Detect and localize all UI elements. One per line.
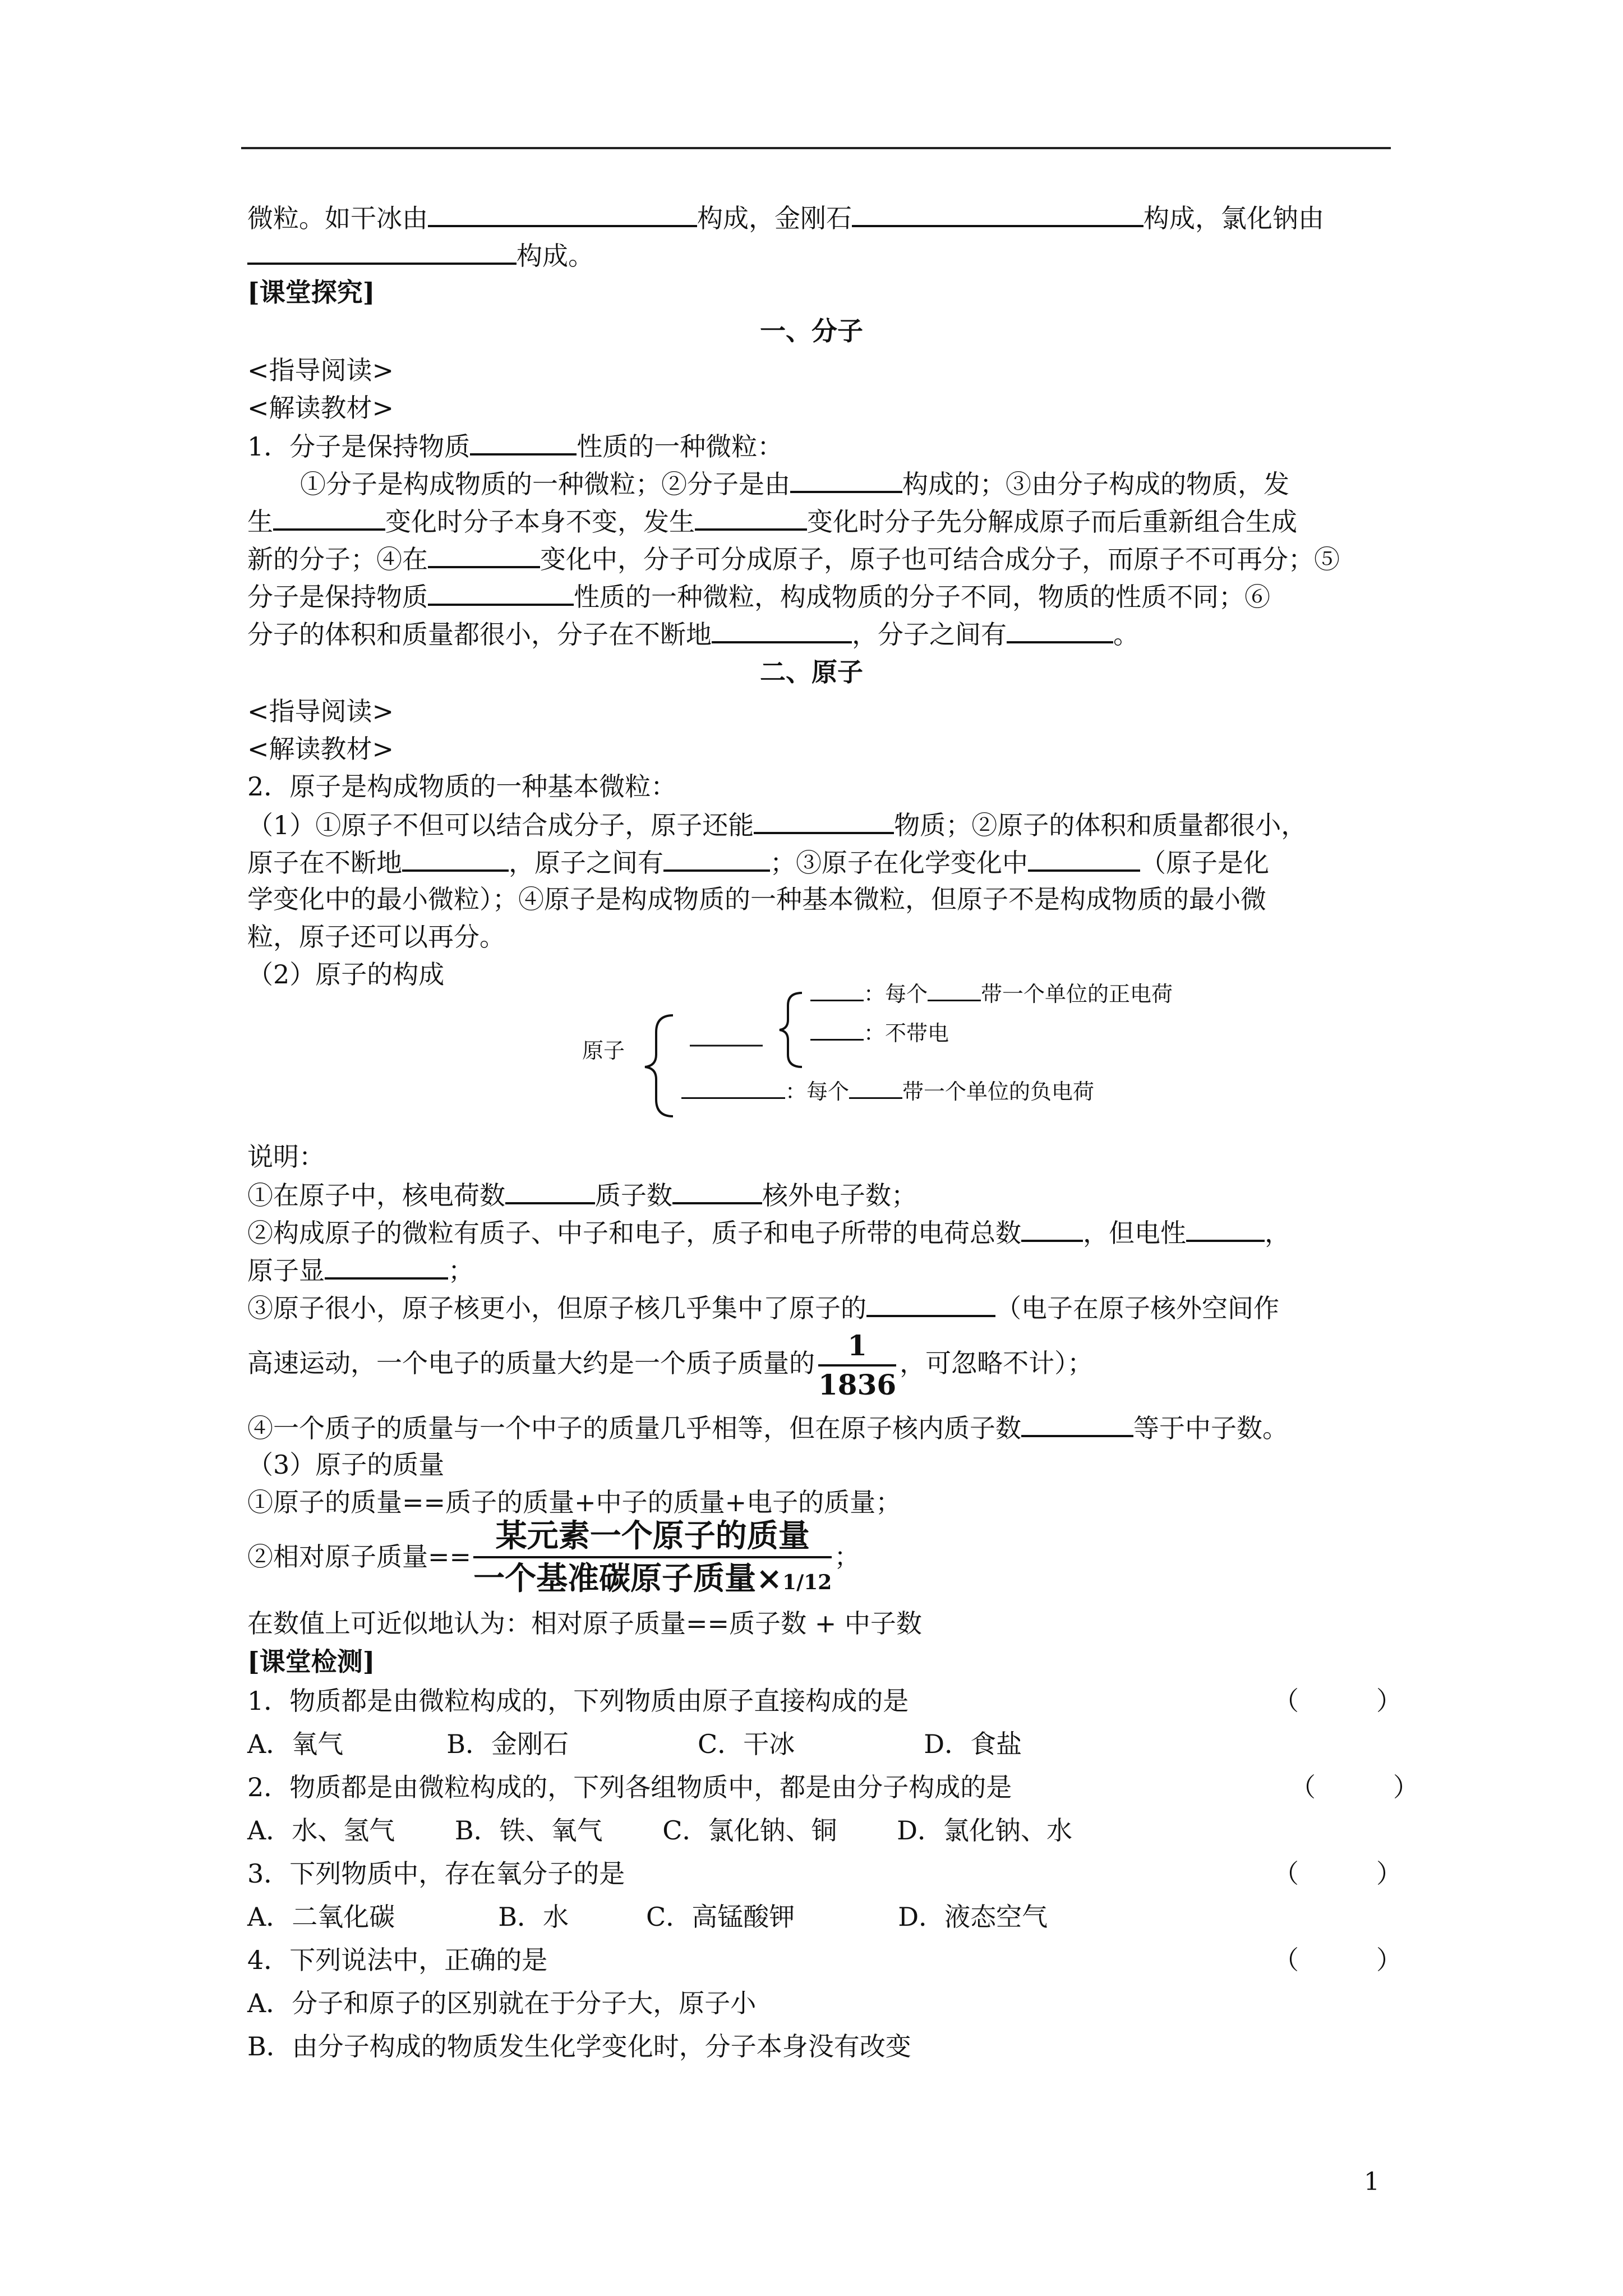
read-label: <解读教材> [247, 734, 394, 764]
fill-blank[interactable] [273, 503, 385, 531]
fraction-numerator: 1 [847, 1329, 867, 1362]
text-line [247, 1409, 1288, 1446]
text-line [247, 1176, 917, 1213]
text: ，分子之间有 [852, 619, 1007, 650]
guide-label: <指导阅读> [247, 355, 394, 385]
text: ， [1265, 1218, 1290, 1248]
text-line [247, 540, 1340, 577]
text: 核外电子数； [762, 1180, 917, 1211]
text-line: 学变化中的最小微粒）；④原子是构成物质的一种基本微粒，但原子不是构成物质的最小微 [247, 884, 1266, 914]
text-line [247, 615, 1139, 652]
text: ，可忽略不计）； [900, 1348, 1094, 1378]
answer-paren[interactable]: （ ） [1290, 1772, 1419, 1802]
question-options: A．氧气 B．金刚石 C．干冰 D．食盐 [247, 1729, 1022, 1759]
text-line: 2．原子是构成物质的一种基本微粒： [247, 771, 677, 802]
text-line: 说明： [247, 1142, 325, 1172]
fill-blank[interactable] [1028, 844, 1140, 872]
text: 原子在不断地 [247, 848, 402, 878]
text: 性质的一种微粒，构成物质的分子不同，物质的性质不同；⑥ [574, 582, 1270, 612]
answer-paren[interactable]: （ ） [1273, 1858, 1402, 1889]
text: 一个基准碳原子质量× [473, 1559, 783, 1597]
answer-paren[interactable]: （ ） [1273, 1945, 1402, 1975]
text: ④一个质子的质量与一个中子的质量几乎相等，但在原子核内质子数 [247, 1413, 1021, 1443]
fill-blank[interactable] [428, 578, 574, 606]
text: ①分子是构成物质的一种微粒；②分子是由 [300, 469, 790, 499]
fill-blank[interactable] [505, 1176, 595, 1204]
fill-blank[interactable] [672, 1176, 762, 1204]
fill-blank[interactable] [852, 199, 1144, 227]
fill-blank[interactable] [325, 1251, 448, 1280]
fill-blank[interactable] [681, 1077, 785, 1099]
text-line [247, 427, 783, 464]
text-line [247, 844, 1269, 881]
header-rule [241, 147, 1391, 149]
diagram-root-label: 原子 [582, 1038, 625, 1063]
text: 变化时分子先分解成原子而后重新组合生成 [807, 507, 1297, 537]
text: ：每个 [785, 1079, 850, 1104]
text-line: （2）原子的构成 [247, 959, 445, 990]
text: ：每个 [864, 982, 928, 1006]
section-title: 二、原子 [760, 657, 863, 687]
text-line [247, 1289, 1279, 1326]
text-line [247, 199, 1324, 236]
fill-blank[interactable] [866, 1289, 995, 1317]
text-line: 在数值上可近似地认为：相对原子质量==质子数 + 中子数 [247, 1608, 922, 1639]
page-number: 1 [1364, 2168, 1380, 2196]
text-line: ①原子的质量==质子的质量+中子的质量+电子的质量； [247, 1487, 902, 1517]
text: ②相对原子质量== [247, 1542, 472, 1572]
text: 分子是保持物质 [247, 582, 428, 612]
text: 等于中子数。 [1133, 1413, 1288, 1443]
text: 构成。 [517, 241, 594, 271]
text: 带一个单位的正电荷 [981, 982, 1173, 1006]
fill-blank[interactable] [247, 237, 517, 265]
answer-paren[interactable]: （ ） [1273, 1686, 1402, 1716]
fill-blank[interactable] [712, 615, 852, 643]
neutron-row [810, 1019, 949, 1047]
electron-row [681, 1077, 1094, 1106]
text-line [247, 1515, 860, 1600]
fill-blank[interactable] [1186, 1214, 1265, 1242]
text: ①在原子中，核电荷数 [247, 1180, 505, 1211]
fill-blank[interactable] [428, 540, 540, 568]
text: 构成，氯化钠由 [1144, 203, 1324, 233]
fraction-1-1836 [818, 1329, 896, 1401]
text: 。 [1113, 619, 1139, 650]
fill-blank[interactable] [663, 844, 770, 872]
question: 1．物质都是由微粒构成的，下列物质由原子直接构成的是 [247, 1686, 909, 1716]
text: ②构成原子的微粒有质子、中子和电子，质子和电子所带的电荷总数 [247, 1218, 1021, 1248]
text-line [247, 1251, 474, 1289]
fraction-bar [818, 1364, 896, 1366]
fill-blank[interactable] [810, 1019, 864, 1041]
text: 生 [247, 507, 273, 537]
fraction-relative-atomic-mass [473, 1518, 832, 1600]
text: ，原子之间有 [509, 848, 663, 878]
guide-label: <指导阅读> [247, 696, 394, 726]
text: ； [834, 1542, 860, 1572]
section-title: 一、分子 [760, 316, 863, 346]
fill-blank[interactable] [1021, 1214, 1083, 1242]
text: 带一个单位的负电荷 [902, 1079, 1095, 1104]
text: 性质的一种微粒： [577, 431, 783, 462]
text: ；③原子在化学变化中 [770, 848, 1028, 878]
fill-blank[interactable] [470, 427, 577, 455]
text: 新的分子；④在 [247, 544, 428, 574]
text: 分子的体积和质量都很小，分子在不断地 [247, 619, 712, 650]
text: 质子数 [595, 1180, 672, 1211]
text: 1．分子是保持物质 [247, 431, 471, 462]
text-line: 粒，原子还可以再分。 [247, 922, 505, 952]
text-line [247, 578, 1270, 615]
text-line [247, 237, 594, 274]
fill-blank[interactable] [928, 979, 981, 1001]
brace-nucleus [780, 993, 802, 1067]
question-options: A．水、氢气 B．铁、氧气 C．氯化钠、铜 D．氯化钠、水 [247, 1815, 1072, 1846]
question-option: A．分子和原子的区别就在于分子大，原子小 [247, 1988, 757, 2018]
text: （电子在原子核外空间作 [995, 1293, 1279, 1323]
text-line [247, 503, 1297, 540]
section-heading: [课堂检测] [247, 1646, 375, 1677]
read-label: <解读教材> [247, 393, 394, 423]
brace-main [645, 1015, 673, 1116]
text-line [300, 465, 1289, 502]
text: 构成，金刚石 [697, 203, 852, 233]
text: （原子是化 [1140, 848, 1269, 878]
section-heading: [课堂探究] [247, 277, 375, 307]
text: 构成的；③由分子构成的物质，发 [902, 469, 1289, 499]
text: 微粒。如干冰由 [247, 203, 428, 233]
question-options: A．二氧化碳 B．水 C．高锰酸钾 D．液态空气 [247, 1902, 1048, 1932]
text: ③原子很小，原子核更小，但原子核几乎集中了原子的 [247, 1293, 866, 1323]
text: 高速运动，一个电子的质量大约是一个质子质量的 [247, 1348, 815, 1378]
fill-blank[interactable] [428, 199, 697, 227]
text: 物质；②原子的体积和质量都很小， [894, 810, 1307, 840]
text-line [247, 806, 1307, 843]
fill-blank[interactable] [1021, 1409, 1133, 1437]
fill-blank[interactable] [849, 1077, 902, 1099]
text-line [247, 1214, 1290, 1251]
text-line [247, 1324, 1093, 1402]
question: 4．下列说法中，正确的是 [247, 1945, 548, 1975]
question: 3．下列物质中，存在氧分子的是 [247, 1858, 625, 1889]
fill-blank[interactable] [754, 806, 894, 834]
question: 2．物质都是由微粒构成的，下列各组物质中，都是由分子构成的是 [247, 1772, 1012, 1802]
fill-blank[interactable] [810, 979, 864, 1001]
fill-blank[interactable] [402, 844, 509, 872]
text: ，但电性 [1083, 1218, 1186, 1248]
text: ：不带电 [864, 1021, 949, 1046]
fraction-denominator: 1836 [818, 1368, 897, 1401]
text: 变化中，分子可分成原子，原子也可结合成分子，而原子不可再分；⑤ [540, 544, 1340, 574]
text: ； [448, 1255, 474, 1286]
text-line: （3）原子的质量 [247, 1450, 445, 1480]
fill-blank[interactable] [1007, 615, 1113, 643]
text: 变化时分子本身不变，发生 [385, 507, 695, 537]
proton-row [810, 979, 1173, 1008]
fraction-bar [473, 1556, 832, 1558]
text: （1）①原子不但可以结合成分子，原子还能 [247, 810, 754, 840]
fill-blank[interactable] [790, 465, 902, 493]
fill-blank[interactable] [695, 503, 807, 531]
text: 1/12 [782, 1570, 832, 1594]
text: 原子显 [247, 1255, 325, 1286]
question-option: B．由分子构成的物质发生化学变化时，分子本身没有改变 [247, 2031, 911, 2062]
fraction-numerator: 某元素一个原子的质量 [495, 1517, 810, 1554]
fraction-denominator [473, 1561, 832, 1600]
